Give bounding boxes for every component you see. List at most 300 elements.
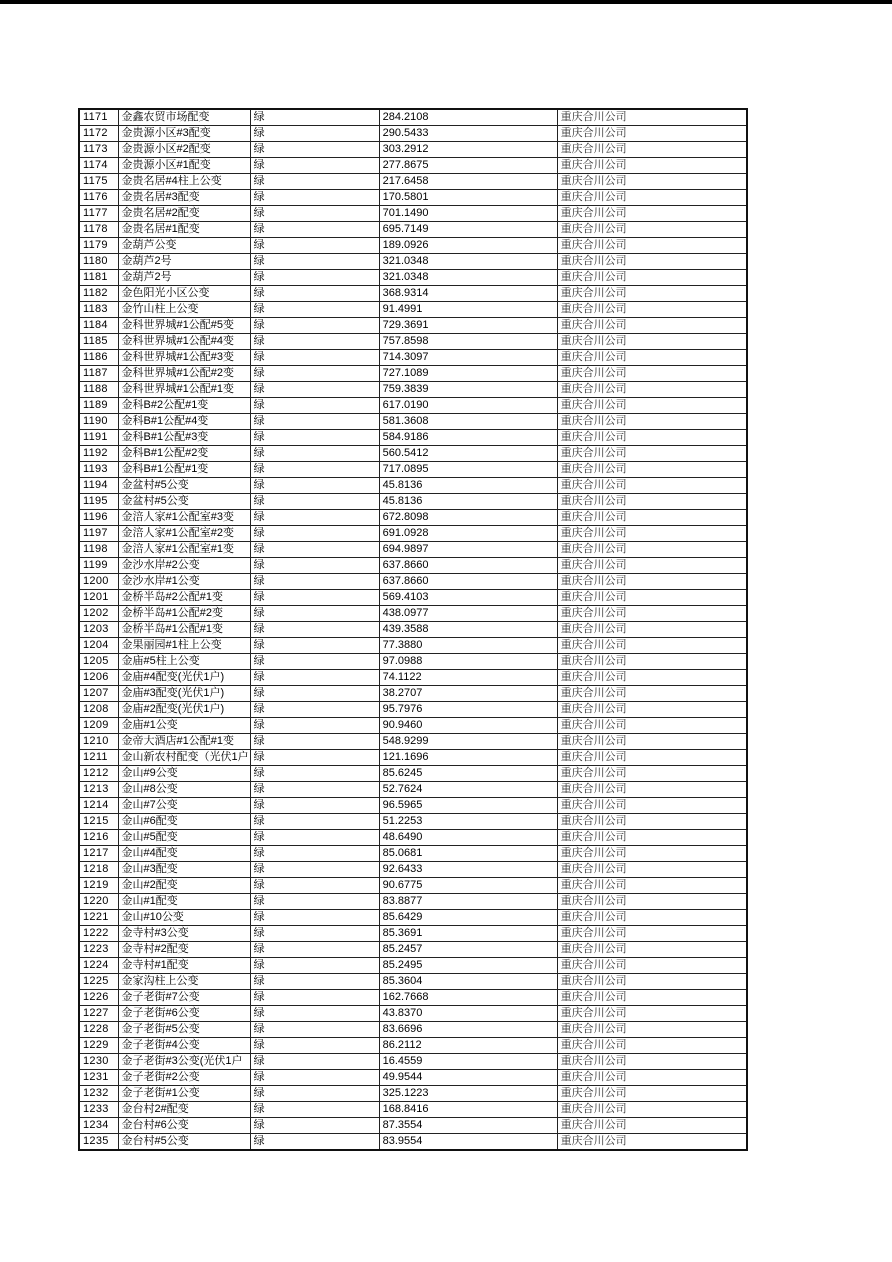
cell-value: 695.7149 [379, 222, 557, 238]
cell-status: 绿 [250, 878, 379, 894]
cell-value: 87.3554 [379, 1118, 557, 1134]
cell-value: 85.6429 [379, 910, 557, 926]
table-row [79, 782, 747, 798]
cell-status: 绿 [250, 478, 379, 494]
cell-value: 438.0977 [379, 606, 557, 622]
table-row [79, 702, 747, 718]
cell-company: 重庆合川公司 [557, 1006, 747, 1022]
cell-name: 金山#10公变 [118, 910, 250, 926]
cell-company: 重庆合川公司 [557, 734, 747, 750]
cell-index: 1218 [79, 862, 118, 878]
cell-company: 重庆合川公司 [557, 222, 747, 238]
cell-name: 金葫芦2号 [118, 270, 250, 286]
table-row [79, 350, 747, 366]
cell-status: 绿 [250, 334, 379, 350]
cell-status: 绿 [250, 734, 379, 750]
cell-company: 重庆合川公司 [557, 350, 747, 366]
cell-status: 绿 [250, 782, 379, 798]
table-row [79, 1022, 747, 1038]
cell-index: 1215 [79, 814, 118, 830]
cell-name: 金涪人家#1公配室#1变 [118, 542, 250, 558]
cell-status: 绿 [250, 286, 379, 302]
cell-value: 97.0988 [379, 654, 557, 670]
cell-value: 90.6775 [379, 878, 557, 894]
table-row [79, 238, 747, 254]
cell-company: 重庆合川公司 [557, 526, 747, 542]
cell-value: 43.8370 [379, 1006, 557, 1022]
cell-name: 金科B#1公配#2变 [118, 446, 250, 462]
cell-value: 560.5412 [379, 446, 557, 462]
cell-name: 金子老街#4公变 [118, 1038, 250, 1054]
table-row [79, 686, 747, 702]
cell-name: 金科世界城#1公配#2变 [118, 366, 250, 382]
cell-status: 绿 [250, 638, 379, 654]
cell-company: 重庆合川公司 [557, 1118, 747, 1134]
cell-index: 1222 [79, 926, 118, 942]
cell-value: 727.1089 [379, 366, 557, 382]
table-row [79, 574, 747, 590]
cell-status: 绿 [250, 414, 379, 430]
cell-status: 绿 [250, 350, 379, 366]
cell-company: 重庆合川公司 [557, 670, 747, 686]
cell-value: 548.9299 [379, 734, 557, 750]
table-row [79, 222, 747, 238]
cell-name: 金寺村#2配变 [118, 942, 250, 958]
table-row [79, 142, 747, 158]
cell-value: 729.3691 [379, 318, 557, 334]
cell-status: 绿 [250, 1118, 379, 1134]
cell-name: 金涪人家#1公配室#2变 [118, 526, 250, 542]
cell-name: 金子老街#1公变 [118, 1086, 250, 1102]
table-row [79, 670, 747, 686]
cell-index: 1229 [79, 1038, 118, 1054]
table-row [79, 750, 747, 766]
cell-name: 金山#4配变 [118, 846, 250, 862]
cell-company: 重庆合川公司 [557, 1054, 747, 1070]
cell-value: 303.2912 [379, 142, 557, 158]
cell-index: 1228 [79, 1022, 118, 1038]
table-row [79, 622, 747, 638]
table-row [79, 846, 747, 862]
cell-value: 121.1696 [379, 750, 557, 766]
cell-name: 金山#9公变 [118, 766, 250, 782]
table-row [79, 158, 747, 174]
table-row [79, 510, 747, 526]
cell-value: 581.3608 [379, 414, 557, 430]
window-top-edge [0, 0, 892, 4]
cell-company: 重庆合川公司 [557, 478, 747, 494]
cell-status: 绿 [250, 846, 379, 862]
cell-index: 1172 [79, 126, 118, 142]
cell-name: 金寺村#1配变 [118, 958, 250, 974]
cell-value: 49.9544 [379, 1070, 557, 1086]
table-row [79, 302, 747, 318]
cell-company: 重庆合川公司 [557, 510, 747, 526]
table-row [79, 926, 747, 942]
cell-status: 绿 [250, 926, 379, 942]
cell-name: 金贵源小区#1配变 [118, 158, 250, 174]
cell-index: 1221 [79, 910, 118, 926]
table-row [79, 286, 747, 302]
cell-name: 金子老街#2公变 [118, 1070, 250, 1086]
table-row [79, 270, 747, 286]
cell-company: 重庆合川公司 [557, 862, 747, 878]
table-row [79, 206, 747, 222]
cell-company: 重庆合川公司 [557, 238, 747, 254]
cell-value: 83.9554 [379, 1134, 557, 1151]
cell-name: 金科世界城#1公配#5变 [118, 318, 250, 334]
cell-index: 1235 [79, 1134, 118, 1151]
cell-name: 金科世界城#1公配#3变 [118, 350, 250, 366]
cell-status: 绿 [250, 318, 379, 334]
table-body [79, 109, 747, 1150]
cell-company: 重庆合川公司 [557, 926, 747, 942]
cell-name: 金桥半岛#1公配#1变 [118, 622, 250, 638]
table-row [79, 478, 747, 494]
cell-value: 83.8877 [379, 894, 557, 910]
cell-status: 绿 [250, 462, 379, 478]
cell-status: 绿 [250, 302, 379, 318]
table-row [79, 718, 747, 734]
cell-index: 1203 [79, 622, 118, 638]
table-row [79, 958, 747, 974]
cell-company: 重庆合川公司 [557, 190, 747, 206]
cell-company: 重庆合川公司 [557, 750, 747, 766]
cell-value: 189.0926 [379, 238, 557, 254]
table-row [79, 1102, 747, 1118]
cell-name: 金山#5配变 [118, 830, 250, 846]
cell-value: 51.2253 [379, 814, 557, 830]
cell-name: 金寺村#3公变 [118, 926, 250, 942]
cell-index: 1224 [79, 958, 118, 974]
cell-index: 1196 [79, 510, 118, 526]
cell-company: 重庆合川公司 [557, 574, 747, 590]
cell-company: 重庆合川公司 [557, 1086, 747, 1102]
cell-status: 绿 [250, 702, 379, 718]
cell-company: 重庆合川公司 [557, 942, 747, 958]
table-row [79, 174, 747, 190]
cell-value: 168.8416 [379, 1102, 557, 1118]
cell-index: 1211 [79, 750, 118, 766]
cell-company: 重庆合川公司 [557, 462, 747, 478]
cell-company: 重庆合川公司 [557, 590, 747, 606]
cell-name: 金沙水岸#2公变 [118, 558, 250, 574]
cell-index: 1220 [79, 894, 118, 910]
cell-value: 672.8098 [379, 510, 557, 526]
cell-status: 绿 [250, 942, 379, 958]
cell-name: 金台村#5公变 [118, 1134, 250, 1151]
cell-value: 86.2112 [379, 1038, 557, 1054]
cell-name: 金山#6配变 [118, 814, 250, 830]
cell-value: 91.4991 [379, 302, 557, 318]
cell-index: 1177 [79, 206, 118, 222]
cell-company: 重庆合川公司 [557, 206, 747, 222]
cell-index: 1206 [79, 670, 118, 686]
cell-company: 重庆合川公司 [557, 702, 747, 718]
cell-status: 绿 [250, 1070, 379, 1086]
cell-value: 569.4103 [379, 590, 557, 606]
cell-status: 绿 [250, 830, 379, 846]
cell-name: 金庙#1公变 [118, 718, 250, 734]
cell-name: 金山新农村配变（光伏1户 [118, 750, 250, 766]
table-row [79, 654, 747, 670]
table-row [79, 1054, 747, 1070]
cell-index: 1173 [79, 142, 118, 158]
cell-name: 金科B#1公配#4变 [118, 414, 250, 430]
cell-name: 金山#1配变 [118, 894, 250, 910]
cell-index: 1226 [79, 990, 118, 1006]
cell-index: 1197 [79, 526, 118, 542]
cell-company: 重庆合川公司 [557, 1134, 747, 1151]
cell-index: 1219 [79, 878, 118, 894]
cell-status: 绿 [250, 1022, 379, 1038]
cell-value: 617.0190 [379, 398, 557, 414]
cell-index: 1199 [79, 558, 118, 574]
cell-index: 1188 [79, 382, 118, 398]
cell-name: 金桥半岛#1公配#2变 [118, 606, 250, 622]
cell-value: 85.6245 [379, 766, 557, 782]
table-row [79, 430, 747, 446]
cell-name: 金科B#2公配#1变 [118, 398, 250, 414]
cell-index: 1192 [79, 446, 118, 462]
cell-status: 绿 [250, 1006, 379, 1022]
cell-name: 金庙#3配变(光伏1户) [118, 686, 250, 702]
cell-value: 96.5965 [379, 798, 557, 814]
cell-name: 金贵名居#3配变 [118, 190, 250, 206]
cell-company: 重庆合川公司 [557, 894, 747, 910]
cell-company: 重庆合川公司 [557, 958, 747, 974]
cell-index: 1201 [79, 590, 118, 606]
cell-company: 重庆合川公司 [557, 622, 747, 638]
cell-company: 重庆合川公司 [557, 782, 747, 798]
cell-name: 金山#7公变 [118, 798, 250, 814]
cell-index: 1185 [79, 334, 118, 350]
cell-index: 1186 [79, 350, 118, 366]
cell-status: 绿 [250, 606, 379, 622]
table-row [79, 974, 747, 990]
cell-name: 金山#3配变 [118, 862, 250, 878]
cell-company: 重庆合川公司 [557, 126, 747, 142]
cell-value: 757.8598 [379, 334, 557, 350]
cell-name: 金台村2#配变 [118, 1102, 250, 1118]
cell-index: 1193 [79, 462, 118, 478]
cell-index: 1174 [79, 158, 118, 174]
table-row [79, 318, 747, 334]
cell-index: 1171 [79, 109, 118, 126]
cell-value: 52.7624 [379, 782, 557, 798]
cell-index: 1208 [79, 702, 118, 718]
cell-index: 1183 [79, 302, 118, 318]
table-row [79, 558, 747, 574]
table-row [79, 1086, 747, 1102]
cell-status: 绿 [250, 558, 379, 574]
cell-index: 1223 [79, 942, 118, 958]
cell-value: 170.5801 [379, 190, 557, 206]
cell-status: 绿 [250, 958, 379, 974]
cell-status: 绿 [250, 1134, 379, 1151]
cell-company: 重庆合川公司 [557, 766, 747, 782]
cell-status: 绿 [250, 158, 379, 174]
cell-status: 绿 [250, 910, 379, 926]
cell-status: 绿 [250, 718, 379, 734]
cell-status: 绿 [250, 798, 379, 814]
cell-company: 重庆合川公司 [557, 1102, 747, 1118]
cell-company: 重庆合川公司 [557, 1022, 747, 1038]
cell-value: 217.6458 [379, 174, 557, 190]
cell-company: 重庆合川公司 [557, 334, 747, 350]
cell-company: 重庆合川公司 [557, 302, 747, 318]
table-row [79, 830, 747, 846]
cell-status: 绿 [250, 1102, 379, 1118]
cell-name: 金台村#6公变 [118, 1118, 250, 1134]
cell-status: 绿 [250, 1038, 379, 1054]
cell-status: 绿 [250, 109, 379, 126]
table-row [79, 1070, 747, 1086]
cell-index: 1209 [79, 718, 118, 734]
cell-name: 金贵源小区#3配变 [118, 126, 250, 142]
cell-status: 绿 [250, 766, 379, 782]
cell-value: 85.3604 [379, 974, 557, 990]
cell-company: 重庆合川公司 [557, 1070, 747, 1086]
cell-company: 重庆合川公司 [557, 382, 747, 398]
cell-value: 759.3839 [379, 382, 557, 398]
cell-status: 绿 [250, 494, 379, 510]
cell-company: 重庆合川公司 [557, 398, 747, 414]
cell-name: 金子老街#7公变 [118, 990, 250, 1006]
cell-value: 45.8136 [379, 478, 557, 494]
cell-status: 绿 [250, 750, 379, 766]
cell-status: 绿 [250, 126, 379, 142]
cell-company: 重庆合川公司 [557, 318, 747, 334]
cell-name: 金科B#1公配#3变 [118, 430, 250, 446]
transformer-data-table [78, 108, 748, 1151]
table-row [79, 638, 747, 654]
cell-index: 1210 [79, 734, 118, 750]
cell-company: 重庆合川公司 [557, 830, 747, 846]
cell-status: 绿 [250, 398, 379, 414]
cell-company: 重庆合川公司 [557, 878, 747, 894]
cell-index: 1176 [79, 190, 118, 206]
cell-status: 绿 [250, 654, 379, 670]
cell-status: 绿 [250, 990, 379, 1006]
cell-name: 金涪人家#1公配室#3变 [118, 510, 250, 526]
cell-status: 绿 [250, 222, 379, 238]
table-row [79, 526, 747, 542]
cell-company: 重庆合川公司 [557, 430, 747, 446]
table-row [79, 734, 747, 750]
cell-company: 重庆合川公司 [557, 174, 747, 190]
cell-company: 重庆合川公司 [557, 446, 747, 462]
cell-value: 85.2495 [379, 958, 557, 974]
cell-index: 1213 [79, 782, 118, 798]
cell-status: 绿 [250, 542, 379, 558]
table-row [79, 398, 747, 414]
cell-index: 1225 [79, 974, 118, 990]
table-row [79, 414, 747, 430]
cell-company: 重庆合川公司 [557, 718, 747, 734]
cell-value: 16.4559 [379, 1054, 557, 1070]
cell-company: 重庆合川公司 [557, 846, 747, 862]
cell-status: 绿 [250, 382, 379, 398]
cell-value: 439.3588 [379, 622, 557, 638]
cell-company: 重庆合川公司 [557, 686, 747, 702]
cell-index: 1191 [79, 430, 118, 446]
cell-name: 金色阳光小区公变 [118, 286, 250, 302]
table-row [79, 366, 747, 382]
cell-value: 321.0348 [379, 270, 557, 286]
cell-status: 绿 [250, 590, 379, 606]
cell-index: 1217 [79, 846, 118, 862]
cell-index: 1214 [79, 798, 118, 814]
cell-name: 金贵源小区#2配变 [118, 142, 250, 158]
cell-value: 584.9186 [379, 430, 557, 446]
cell-value: 284.2108 [379, 109, 557, 126]
cell-value: 694.9897 [379, 542, 557, 558]
cell-value: 637.8660 [379, 574, 557, 590]
cell-value: 717.0895 [379, 462, 557, 478]
cell-company: 重庆合川公司 [557, 109, 747, 126]
cell-company: 重庆合川公司 [557, 366, 747, 382]
cell-name: 金子老街#3公变(光伏1户 [118, 1054, 250, 1070]
table-row [79, 494, 747, 510]
cell-value: 701.1490 [379, 206, 557, 222]
cell-name: 金葫芦2号 [118, 254, 250, 270]
cell-status: 绿 [250, 686, 379, 702]
cell-index: 1234 [79, 1118, 118, 1134]
cell-name: 金科世界城#1公配#1变 [118, 382, 250, 398]
cell-status: 绿 [250, 174, 379, 190]
cell-company: 重庆合川公司 [557, 814, 747, 830]
cell-name: 金贵名居#2配变 [118, 206, 250, 222]
cell-name: 金鑫农贸市场配变 [118, 109, 250, 126]
cell-value: 85.3691 [379, 926, 557, 942]
cell-value: 38.2707 [379, 686, 557, 702]
table-row [79, 109, 747, 126]
cell-company: 重庆合川公司 [557, 158, 747, 174]
cell-status: 绿 [250, 526, 379, 542]
cell-index: 1233 [79, 1102, 118, 1118]
cell-status: 绿 [250, 574, 379, 590]
cell-company: 重庆合川公司 [557, 606, 747, 622]
cell-status: 绿 [250, 366, 379, 382]
cell-value: 714.3097 [379, 350, 557, 366]
cell-name: 金子老街#5公变 [118, 1022, 250, 1038]
table-row [79, 382, 747, 398]
table-row [79, 942, 747, 958]
cell-status: 绿 [250, 446, 379, 462]
table-row [79, 766, 747, 782]
cell-value: 83.6696 [379, 1022, 557, 1038]
cell-value: 290.5433 [379, 126, 557, 142]
table-row [79, 606, 747, 622]
cell-index: 1207 [79, 686, 118, 702]
cell-value: 48.6490 [379, 830, 557, 846]
cell-company: 重庆合川公司 [557, 654, 747, 670]
table-row [79, 814, 747, 830]
cell-index: 1189 [79, 398, 118, 414]
cell-value: 95.7976 [379, 702, 557, 718]
cell-index: 1195 [79, 494, 118, 510]
cell-company: 重庆合川公司 [557, 910, 747, 926]
cell-status: 绿 [250, 862, 379, 878]
cell-value: 74.1122 [379, 670, 557, 686]
cell-index: 1182 [79, 286, 118, 302]
cell-value: 162.7668 [379, 990, 557, 1006]
cell-index: 1198 [79, 542, 118, 558]
cell-index: 1232 [79, 1086, 118, 1102]
cell-index: 1190 [79, 414, 118, 430]
cell-name: 金沙水岸#1公变 [118, 574, 250, 590]
